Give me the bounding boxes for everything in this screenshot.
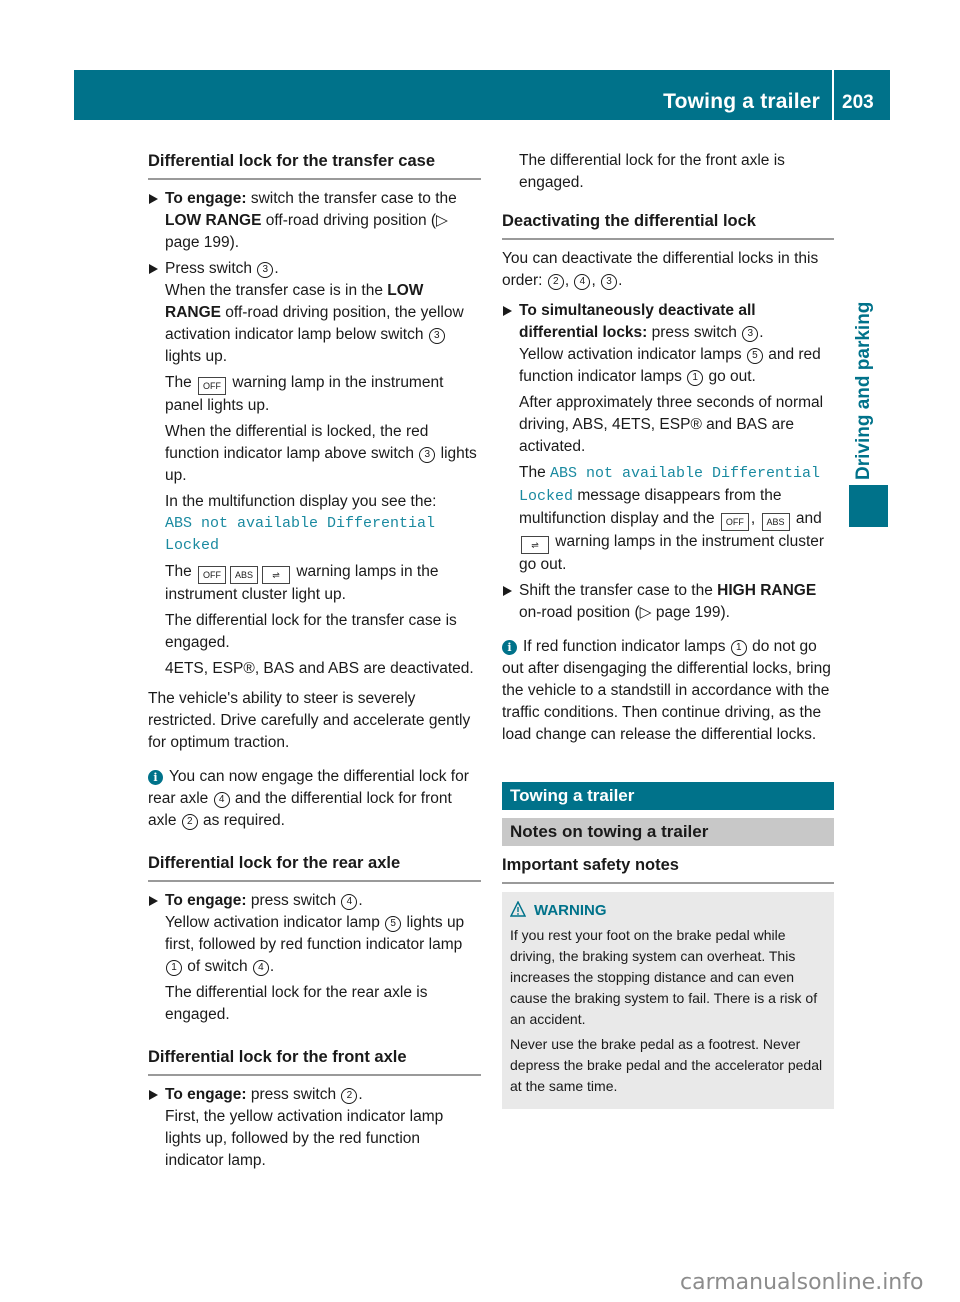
heading-front-axle: Differential lock for the front axle — [148, 1046, 481, 1076]
callout-3: 3 — [429, 328, 445, 344]
step-deactivate-all: To simultaneously deactivate all differential locks: press switch 3 . — [502, 300, 834, 344]
callout-3: 3 — [742, 326, 758, 342]
esp-off-lamp-icon: OFF — [198, 377, 226, 395]
heading-transfer-case: Differential lock for the transfer case — [148, 150, 481, 180]
paragraph: After approximately three seconds of normal driving, ABS, 4ETS, ESP® and BAS are activated. — [519, 394, 824, 455]
display-message: ABS not available Differential Locked — [519, 465, 821, 505]
paragraph: When the differential is locked, the red function indicator lamp above switch 3 lights up. — [165, 423, 477, 484]
paragraph: Yellow activation indicator lamp 5 lights up first, followed by red function indicator lamp 1 of switch 4 . — [165, 914, 465, 975]
step-engage-front: To engage: press switch 2 . — [148, 1084, 481, 1106]
paragraph: The OFF warning lamp in the instrument panel lights up. — [165, 374, 444, 414]
paragraph: The differential lock for the front axle is engaged. — [519, 152, 785, 191]
warning-triangle-icon — [510, 901, 526, 917]
callout-4: 4 — [253, 960, 269, 976]
esp-off-lamp-icon: OFF — [198, 566, 226, 584]
step-engage-rear: To engage: press switch 4 . — [148, 890, 481, 912]
callout-1: 1 — [731, 640, 747, 656]
paragraph: You can deactivate the differential locks in this order: 2 , 4 , 3 . — [502, 250, 819, 289]
display-message: ABS not available Differential Locked — [165, 515, 436, 554]
paragraph: 4ETS, ESP®, BAS and ABS are deactivated. — [165, 660, 474, 677]
paragraph: In the multifunction display you see the: — [165, 493, 437, 510]
section-band: Towing a trailer — [502, 782, 834, 810]
info-note: i You can now engage the differential lock for rear axle 4 and the differential lock for front axle 2 as required. — [148, 768, 469, 829]
paragraph: The vehicle's ability to steer is severely restricted. Drive carefully and accelerate gently for optimum traction. — [148, 690, 471, 751]
callout-1: 1 — [687, 370, 703, 386]
side-tab-label: Driving and parking — [853, 301, 874, 480]
skid-lamp-icon: ⇌ — [262, 566, 290, 584]
warning-text: If you rest your foot on the brake pedal while driving, the braking system can overheat. This increases the stopping distance and can even cause the braking system to fail. There is a risk of an accident. — [510, 927, 818, 1027]
side-tab-marker — [849, 485, 888, 527]
paragraph: First, the yellow activation indicator lamp lights up, followed by the red function indicator lamp. — [165, 1108, 444, 1169]
step-press-switch: Press switch 3 . — [148, 258, 481, 280]
side-tab — [853, 250, 883, 480]
warning-box — [502, 892, 834, 1109]
esp-off-lamp-icon: OFF — [721, 513, 749, 531]
left-column — [148, 150, 481, 1172]
callout-4: 4 — [214, 792, 230, 808]
callout-3: 3 — [257, 262, 273, 278]
callout-3: 3 — [601, 274, 617, 290]
callout-5: 5 — [385, 916, 401, 932]
info-note: i If red function indicator lamps 1 do not go out after disengaging the differential locks, bring the vehicle to a standstill in accordance with the traffic conditions. Then continue driving, as the load change can release the differential locks. — [502, 638, 831, 743]
callout-1: 1 — [166, 960, 182, 976]
warning-text: Never use the brake pedal as a footrest. Never depress the brake pedal and the accelerator pedal at the same time. — [510, 1036, 823, 1094]
warning-title: WARNING — [534, 902, 607, 919]
abs-lamp-icon: ABS — [762, 513, 790, 531]
paragraph: Yellow activation indicator lamps 5 and red function indicator lamps 1 go out. — [519, 346, 821, 385]
heading-deactivating: Deactivating the differential lock — [502, 210, 834, 240]
paragraph: When the transfer case is in the LOW RANGE off-road driving position, the yellow activation indicator lamp below switch 3 lights up. — [165, 282, 464, 365]
warning-header — [510, 900, 826, 921]
step-engage-transfer: To engage: switch the transfer case to the LOW RANGE off-road driving position (▷ page 199). — [148, 188, 481, 254]
paragraph: The OFF ABS ⇌ warning lamps in the instrument cluster light up. — [165, 563, 439, 603]
paragraph: The differential lock for the transfer case is engaged. — [165, 612, 457, 651]
right-column — [502, 150, 834, 1109]
skid-lamp-icon: ⇌ — [521, 536, 549, 554]
info-icon: i — [148, 770, 163, 785]
page-number-box — [834, 70, 890, 120]
page-number: 203 — [842, 92, 874, 113]
callout-2: 2 — [341, 1088, 357, 1104]
chapter-title: Towing a trailer — [663, 90, 820, 113]
watermark: carmanualsonline.info — [680, 1270, 924, 1295]
callout-4: 4 — [574, 274, 590, 290]
callout-4: 4 — [341, 894, 357, 910]
info-icon: i — [502, 640, 517, 655]
callout-3: 3 — [419, 447, 435, 463]
header-band — [74, 70, 832, 120]
step-shift-high-range: Shift the transfer case to the HIGH RANGE on-road position (▷ page 199). — [502, 580, 834, 624]
callout-2: 2 — [548, 274, 564, 290]
paragraph: The differential lock for the rear axle is engaged. — [165, 984, 428, 1023]
paragraph: The ABS not available Differential Locked message disappears from the multifunction display and the OFF , ABS and ⇌ warning lamps in the instrument cluster go out. — [519, 464, 825, 573]
callout-2: 2 — [182, 814, 198, 830]
callout-5: 5 — [747, 348, 763, 364]
heading-safety-notes: Important safety notes — [502, 854, 834, 884]
abs-lamp-icon: ABS — [230, 566, 258, 584]
heading-rear-axle: Differential lock for the rear axle — [148, 852, 481, 882]
subsection-band: Notes on towing a trailer — [502, 818, 834, 846]
